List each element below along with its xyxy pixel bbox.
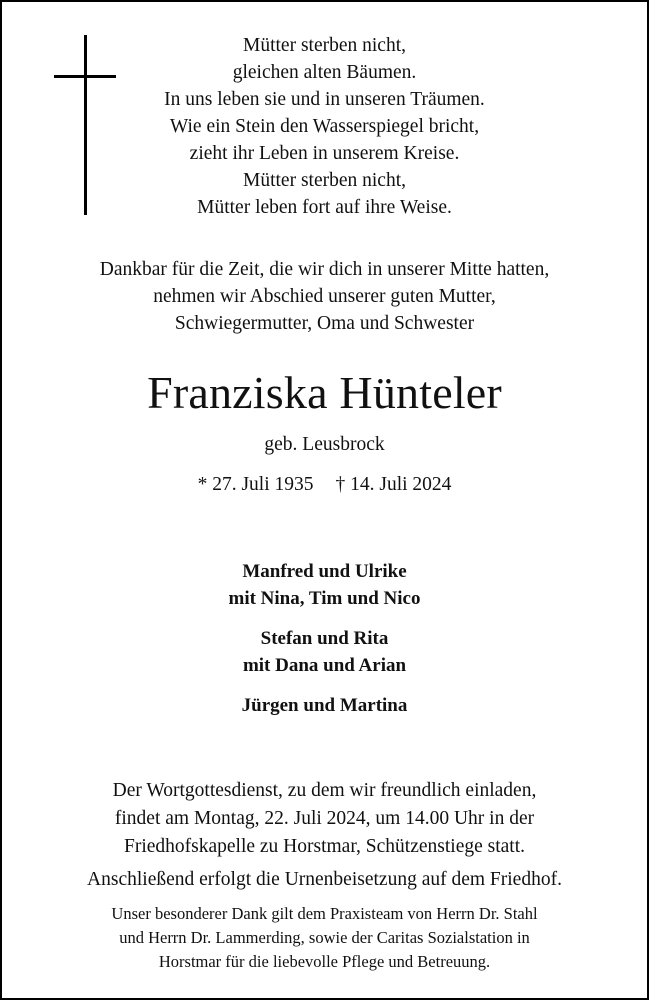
family-line: mit Dana und Arian <box>242 655 407 676</box>
poem-line: In uns leben sie und in unseren Träumen. <box>164 89 485 110</box>
service-line: Friedhofskapelle zu Horstmar, Schützenstiege statt. <box>123 836 526 857</box>
deceased-name: Franziska Hünteler <box>147 367 502 418</box>
family-line: Jürgen und Martina <box>241 695 408 716</box>
family-line: Stefan und Rita <box>260 628 389 649</box>
family-line: mit Nina, Tim und Nico <box>228 588 421 609</box>
death-date: † 14. Juli 2024 <box>335 474 452 495</box>
poem-line: zieht ihr Leben in unserem Kreise. <box>189 143 460 164</box>
birth-name: geb. Leusbrock <box>264 434 385 455</box>
thanks-note <box>2 902 647 974</box>
burial-info: Anschließend erfolgt die Urnenbeisetzung auf dem Friedhof. <box>87 869 562 890</box>
thanks-line: und Herrn Dr. Lammerding, sowie der Caritas Sozialstation in <box>119 928 530 947</box>
family-line: Manfred und Ulrike <box>242 561 407 582</box>
intro-line: Dankbar für die Zeit, die wir dich in unserer Mitte hatten, <box>99 259 550 280</box>
thanks-line: Horstmar für die liebevolle Pflege und Betreuung. <box>158 952 491 971</box>
poem-line: Mütter sterben nicht, <box>243 170 406 191</box>
family-group <box>2 558 647 612</box>
intro-line: Schwiegermutter, Oma und Schwester <box>174 313 475 334</box>
family-group <box>2 692 647 719</box>
poem-line: Mütter leben fort auf ihre Weise. <box>197 197 452 218</box>
service-line: findet am Montag, 22. Juli 2024, um 14.00 Uhr in der <box>114 808 535 829</box>
intro-text <box>2 256 647 337</box>
family-list <box>2 558 647 719</box>
service-info <box>2 777 647 894</box>
life-dates <box>2 472 647 498</box>
birth-date: * 27. Juli 1935 <box>197 474 314 495</box>
poem-line: Wie ein Stein den Wasserspiegel bricht, <box>169 116 480 137</box>
poem-line: gleichen alten Bäumen. <box>232 62 417 83</box>
poem-line: Mütter sterben nicht, <box>243 35 406 56</box>
service-line: Der Wortgottesdienst, zu dem wir freundlich einladen, <box>112 780 537 801</box>
thanks-line: Unser besonderer Dank gilt dem Praxisteam von Herrn Dr. Stahl <box>111 904 538 923</box>
family-group <box>2 625 647 679</box>
intro-line: nehmen wir Abschied unserer guten Mutter, <box>153 286 496 307</box>
